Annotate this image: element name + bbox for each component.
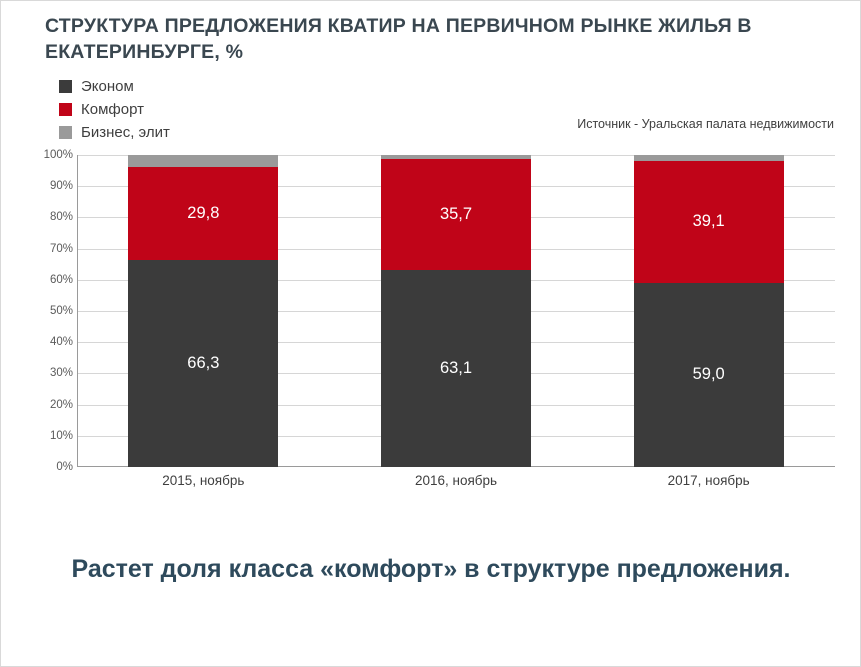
y-tick: 0% [56,461,73,473]
legend-swatch-econom [59,80,72,93]
y-tick: 20% [49,398,73,411]
y-tick: 100% [43,149,73,161]
bar-segment-comfort[interactable] [634,161,784,283]
bar-stack [634,155,784,467]
y-tick: 40% [49,336,73,349]
page-title: СТРУКТУРА ПРЕДЛОЖЕНИЯ КВАТИР НА ПЕРВИЧНОМ РЫНКЕ ЖИЛЬЯ В ЕКАТЕРИНБУРГЕ, % [45,15,752,64]
bar-value-label: 66,3 [187,354,220,373]
bar-segment-business[interactable] [128,155,278,167]
bar-stack [381,155,531,467]
bar-segment-econom[interactable] [381,270,531,467]
y-tick: 90% [49,180,73,193]
y-tick: 70% [49,242,73,255]
y-tick: 60% [49,273,73,286]
legend-label-comfort: Комфорт [81,101,144,118]
chart-legend [59,75,170,144]
y-tick: 10% [49,429,73,442]
x-label-2015: 2015, ноябрь [162,473,245,488]
bar-segment-comfort[interactable] [381,159,531,270]
bar-segment-comfort[interactable] [128,167,278,260]
slide-caption: Растет доля класса «комфорт» в структуре предложения. [71,555,791,583]
y-tick: 50% [49,305,73,317]
legend-item-business [59,121,170,144]
x-label-2016: 2016, ноябрь [414,473,498,488]
source-note: Источник - Уральская палата недвижимости [577,117,834,131]
legend-label-econom: Эконом [81,78,134,95]
bar-slot-2017 [582,155,835,467]
bar-segment-econom[interactable] [634,283,784,467]
y-axis [29,149,73,473]
bar-stack [128,155,278,467]
legend-swatch-comfort [59,103,72,116]
y-tick: 30% [49,367,73,380]
bar-value-label: 35,7 [439,204,473,223]
bar-slot-2015 [77,155,330,467]
y-tick: 80% [49,211,73,224]
x-label-2017: 2017, ноябрь [667,473,750,488]
legend-item-comfort [59,98,170,121]
bar-value-label: 63,1 [439,359,473,378]
chart-plot-area [43,149,835,473]
legend-label-business: Бизнес, элит [81,124,170,141]
bar-value-label: 39,1 [692,212,725,231]
legend-item-econom [59,75,170,98]
bar-slot-2016 [330,155,583,467]
bar-value-label: 59,0 [692,365,725,384]
x-axis-labels [77,473,835,488]
bar-group [77,155,835,467]
legend-swatch-business [59,126,72,139]
bar-value-label: 29,8 [187,204,220,223]
bar-segment-econom[interactable] [128,260,278,467]
